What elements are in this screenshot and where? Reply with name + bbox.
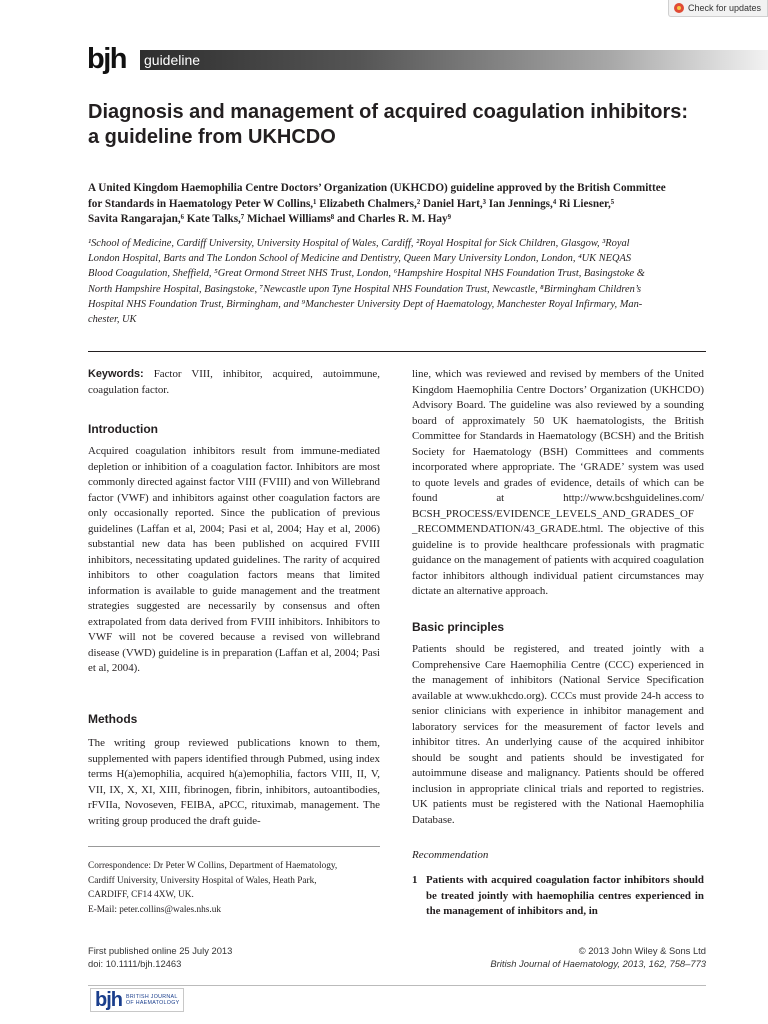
introduction-heading: Introduction [88, 422, 158, 436]
footer-journal-name: BRITISH JOURNAL OF HAEMATOLOGY [126, 993, 180, 1006]
update-status-icon [674, 3, 684, 13]
footer-divider [88, 985, 706, 986]
basic-principles-body: Patients should be registered, and treated jointly with a Comprehensive Care Haemophilia Centre (CCC) experienced in the management of inhibitors (National Service Specification available at www.ukhcdo.org). CCCs must provide 24-h access to senior clinicians with experience in inhibitor management and laboratory services for the measurement of factor levels and inhibitor titres. An underlying cause of the acquired inhibitor should be sought and patients should be investigated for autoimmune disease and malignancy. Patients should be offered inclusion in appropriate clinical trials and reported to registries. UK patients must be registered with the National Haemophilia Database. [412, 643, 704, 826]
check-for-updates-label: Check for updates [688, 3, 762, 13]
citation-line: British Journal of Haematology, 2013, 162, 758–773 [490, 958, 706, 969]
footnote-divider [88, 846, 380, 847]
methods-heading: Methods [88, 712, 138, 726]
methods-continued-body: line, which was reviewed and revised by members of the United Kingdom Haemophilia Centre Doctors’ Organization (UKHCDO) Advisory Board. The guideline was also reviewed by a sounding board of approximately 50 UK haematologists, the British Committee for Standards in Haematology (BCSH) and the British Society for Haematology (BSH) Committees and comments incorporated where appropriate. The ‘GRADE’ system was used to quote levels and grades of evidence, details of which can be found at http://www.bcshguidelines.com/ BCSH_PROCESS/EVIDENCE_LEVELS_AND_GRADES_OF _RECOMMENDATION/43_GRADE.html. The objective of this guideline is to provide healthcare professionals with pragmatic guidance on the management of patients with acquired coagulation factor inhibitors although individual patient circumstances may dictate an alternative approach. [412, 368, 704, 597]
basic-principles-heading: Basic principles [412, 620, 505, 634]
publication-citation: © 2013 John Wiley & Sons Ltd British Journal of Haematology, 2013, 162, 758–773 [412, 944, 706, 970]
recommendation-label: Recommendation [412, 849, 489, 861]
journal-logo: bjh [87, 43, 126, 75]
footer-logo-mark: bjh [95, 988, 122, 1011]
correspondence: Correspondence: Dr Peter W Collins, Department of Haematology, Cardiff University, University Hospital of Wales, Heath Park, CARDIFF, CF14 4XW, UK. E-Mail: peter.collins@wales.nhs.uk [88, 861, 338, 916]
doi-link[interactable]: doi: 10.1111/bjh.12463 [88, 958, 182, 969]
affiliations: ¹School of Medicine, Cardiff University, University Hospital of Wales, Cardiff, ²Royal Hospital for Sick Children, Glasgow, ³Royal London Hospital, Barts and The London School of Medicine and Dentistry, Queen Mary University London, London, ⁴UK NEQAS Blood Coagulation, Sheffield, ⁵Great Ormond Street NHS Trust, London, ⁶Hampshire Hospital NHS Foundation Trust, Basingstoke & North Hampshire Hospital, Basingstoke, ⁷Newcastle upon Tyne Hospital NHS Foundation Trust, Newcastle, ⁸Birmingham Children’s Hospital NHS Foundation Trust, Birmingham, and ⁹Manchester University Dept of Haematology, Manchester Royal Infirmary, Man- chester, UK [88, 238, 645, 326]
section-label: guideline [144, 52, 201, 68]
methods-body: The writing group reviewed publications known to them, supplemented with papers identified through Pubmed, using index terms H(a)emophilia, acquired h(a)emophilia, factors VIII, II, V, VII, IX, X, XI, XIII, fibrinogen, fibrin, inhibitors, autoantibodies, rFVIIa, Novoseven, FEIBA, aPCC, rituximab, management. The writing group produced the draft guide- [88, 737, 380, 827]
recommendation-item [412, 873, 704, 920]
introduction-body: Acquired coagulation inhibitors result from immune-mediated depletion or inhibition of a coagulation factor. Inhibitors are most commonly directed against factor VIII (FVIII) and von Willebrand factor (VWF) and inhibitors against other coagulation factors are only occasionally reported. Since the publication of previous guidelines (Laffan et al, 2004; Pasi et al, 2004; Hay et al, 2006) substantial new data has been published on acquired FVIII inhibitors, necessitating updated guidelines. The rarity of acquired inhibitors to other coagulation factors means that limited information is available to guide management and the treatment strategies suggested are necessarily by consensus and often extrapolated from data derived from FVIII inhibitors. Inhibitors to VWF will not be covered because a revised von willebrand disease (VWD) guideline is in preparation (Laffan et al, 2004; Pasi et al, 2004). [88, 445, 380, 674]
check-for-updates-button[interactable] [668, 0, 768, 17]
recommendation-number: 1 [412, 874, 418, 886]
article-title: Diagnosis and management of acquired coagulation inhibitors: a guideline from UKHCDO [88, 101, 689, 148]
header-divider [88, 351, 706, 352]
recommendation-text: Patients with acquired coagulation factor inhibitors should be treated jointly with haemophilia centres experienced in the management of inhibitors and, in [426, 874, 704, 917]
section-banner [140, 50, 768, 70]
footer-journal-logo [90, 988, 184, 1012]
author-list: A United Kingdom Haemophilia Centre Doctors’ Organization (UKHCDO) guideline approved by the British Committee for Standards in Haematology Peter W Collins,¹ Elizabeth Chalmers,² Daniel Hart,³ Ian Jennings,⁴ Ri Liesner,⁵ Savita Rangarajan,⁶ Kate Talks,⁷ Michael Williams⁸ and Charles R. M. Hay⁹ [88, 182, 666, 225]
keywords: Keywords: Factor VIII, inhibitor, acquired, autoimmune, coagulation factor. [88, 368, 380, 396]
publication-dates: First published online 25 July 2013 doi: 10.1111/bjh.12463 [88, 945, 233, 969]
